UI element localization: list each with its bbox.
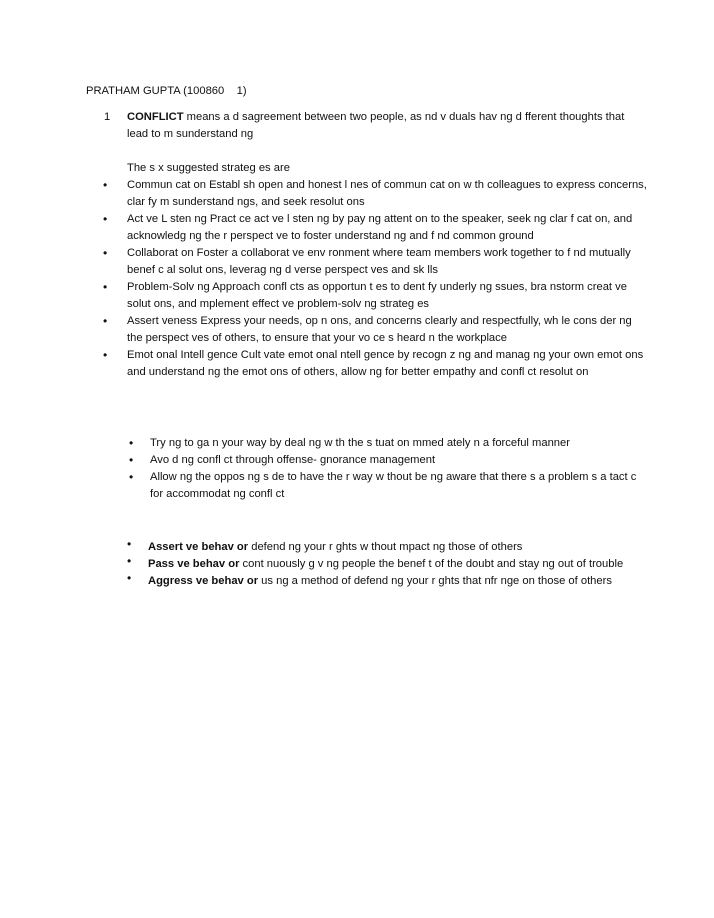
- bullet-icon: •: [103, 348, 108, 362]
- approach-text: Avo d ng confl ct through offense- gnorance management: [150, 454, 436, 466]
- bullet-icon: •: [127, 537, 132, 551]
- behaviour-desc: cont nuously g v ng people the benef t of the doubt and stay ng out of trouble: [239, 558, 624, 570]
- list-item: [103, 211, 647, 245]
- list-item: [103, 347, 647, 381]
- list-item: [103, 279, 647, 313]
- list-item: [129, 435, 640, 452]
- bullet-icon: •: [103, 314, 108, 328]
- list-item: [103, 177, 647, 211]
- conflict-definition-text: means a d sagreement between two people, as nd v duals hav ng d fferent thoughts that lead to m sunderstand ng: [127, 111, 625, 140]
- bullet-icon: •: [127, 571, 132, 585]
- list-item: [127, 571, 628, 590]
- strategies-list: [103, 177, 647, 381]
- strategy-text: Commun cat on Establ sh open and honest l nes of commun cat on w th colleagues to express concerns, clar fy m sunderstand ngs, and seek resolut ons: [127, 179, 647, 208]
- bullet-icon: •: [103, 178, 108, 192]
- strategy-text: Act ve L sten ng Pract ce act ve l sten ng by pay ng attent on to the speaker, seek ng clar f cat on, and acknowledg ng the r perspect ve to foster understand ng and f nd common ground: [127, 213, 633, 242]
- document-title: PRATHAM GUPTA (100860 1): [86, 85, 247, 97]
- strategy-text: Collaborat on Foster a collaborat ve env ronment where team members work together to f nd mutually benef c al solut ons, leverag ng d verse perspect ves and sk lls: [127, 247, 631, 276]
- list-item: [103, 245, 647, 279]
- approaches-list: [129, 435, 640, 503]
- list-item: [129, 469, 640, 503]
- behaviour-desc: us ng a method of defend ng your r ghts that nfr nge on those of others: [258, 575, 612, 587]
- bullet-icon: •: [129, 436, 134, 450]
- behaviour-term: Aggress ve behav or: [148, 575, 259, 587]
- approach-text: Allow ng the oppos ng s de to have the r way w thout be ng aware that there s a problem s a tact c for accommodat ng confl ct: [150, 471, 637, 500]
- bullet-icon: •: [103, 246, 108, 260]
- behaviour-desc: defend ng your r ghts w thout mpact ng those of others: [248, 541, 523, 553]
- bullet-icon: •: [103, 280, 108, 294]
- strategy-text: Problem-Solv ng Approach confl cts as opportun t es to dent fy underly ng ssues, bra nstorm creat ve solut ons, and mplement effect ve problem-solv ng strateg es: [127, 281, 627, 310]
- behaviour-term: Assert ve behav or: [148, 541, 249, 553]
- bullet-icon: •: [103, 212, 108, 226]
- strategy-text: Emot onal Intell gence Cult vate emot onal ntell gence by recogn z ng and manag ng your own emot ons and understand ng the emot ons of others, allow ng for better empathy and confl ct resolut on: [127, 349, 644, 378]
- conflict-definition: [127, 109, 647, 143]
- list-item: [127, 537, 628, 556]
- bullet-icon: •: [127, 554, 132, 568]
- strategy-text: Assert veness Express your needs, op n ons, and concerns clearly and respectfully, wh le cons der ng the perspect ves of others, to ensure that your vo ce s heard n the workplace: [127, 315, 632, 344]
- conflict-term: CONFLICT: [127, 111, 184, 123]
- behaviours-list: [127, 537, 628, 590]
- bullet-icon: •: [129, 470, 134, 484]
- bullet-icon: •: [129, 453, 134, 467]
- list-item: [127, 554, 628, 573]
- strategies-intro: The s x suggested strateg es are: [127, 162, 290, 174]
- list-item: [129, 452, 640, 469]
- behaviour-term: Pass ve behav or: [148, 558, 240, 570]
- item-number: 1: [104, 111, 111, 123]
- approach-text: Try ng to ga n your way by deal ng w th the s tuat on mmed ately n a forceful manner: [150, 437, 570, 449]
- list-item: [103, 313, 647, 347]
